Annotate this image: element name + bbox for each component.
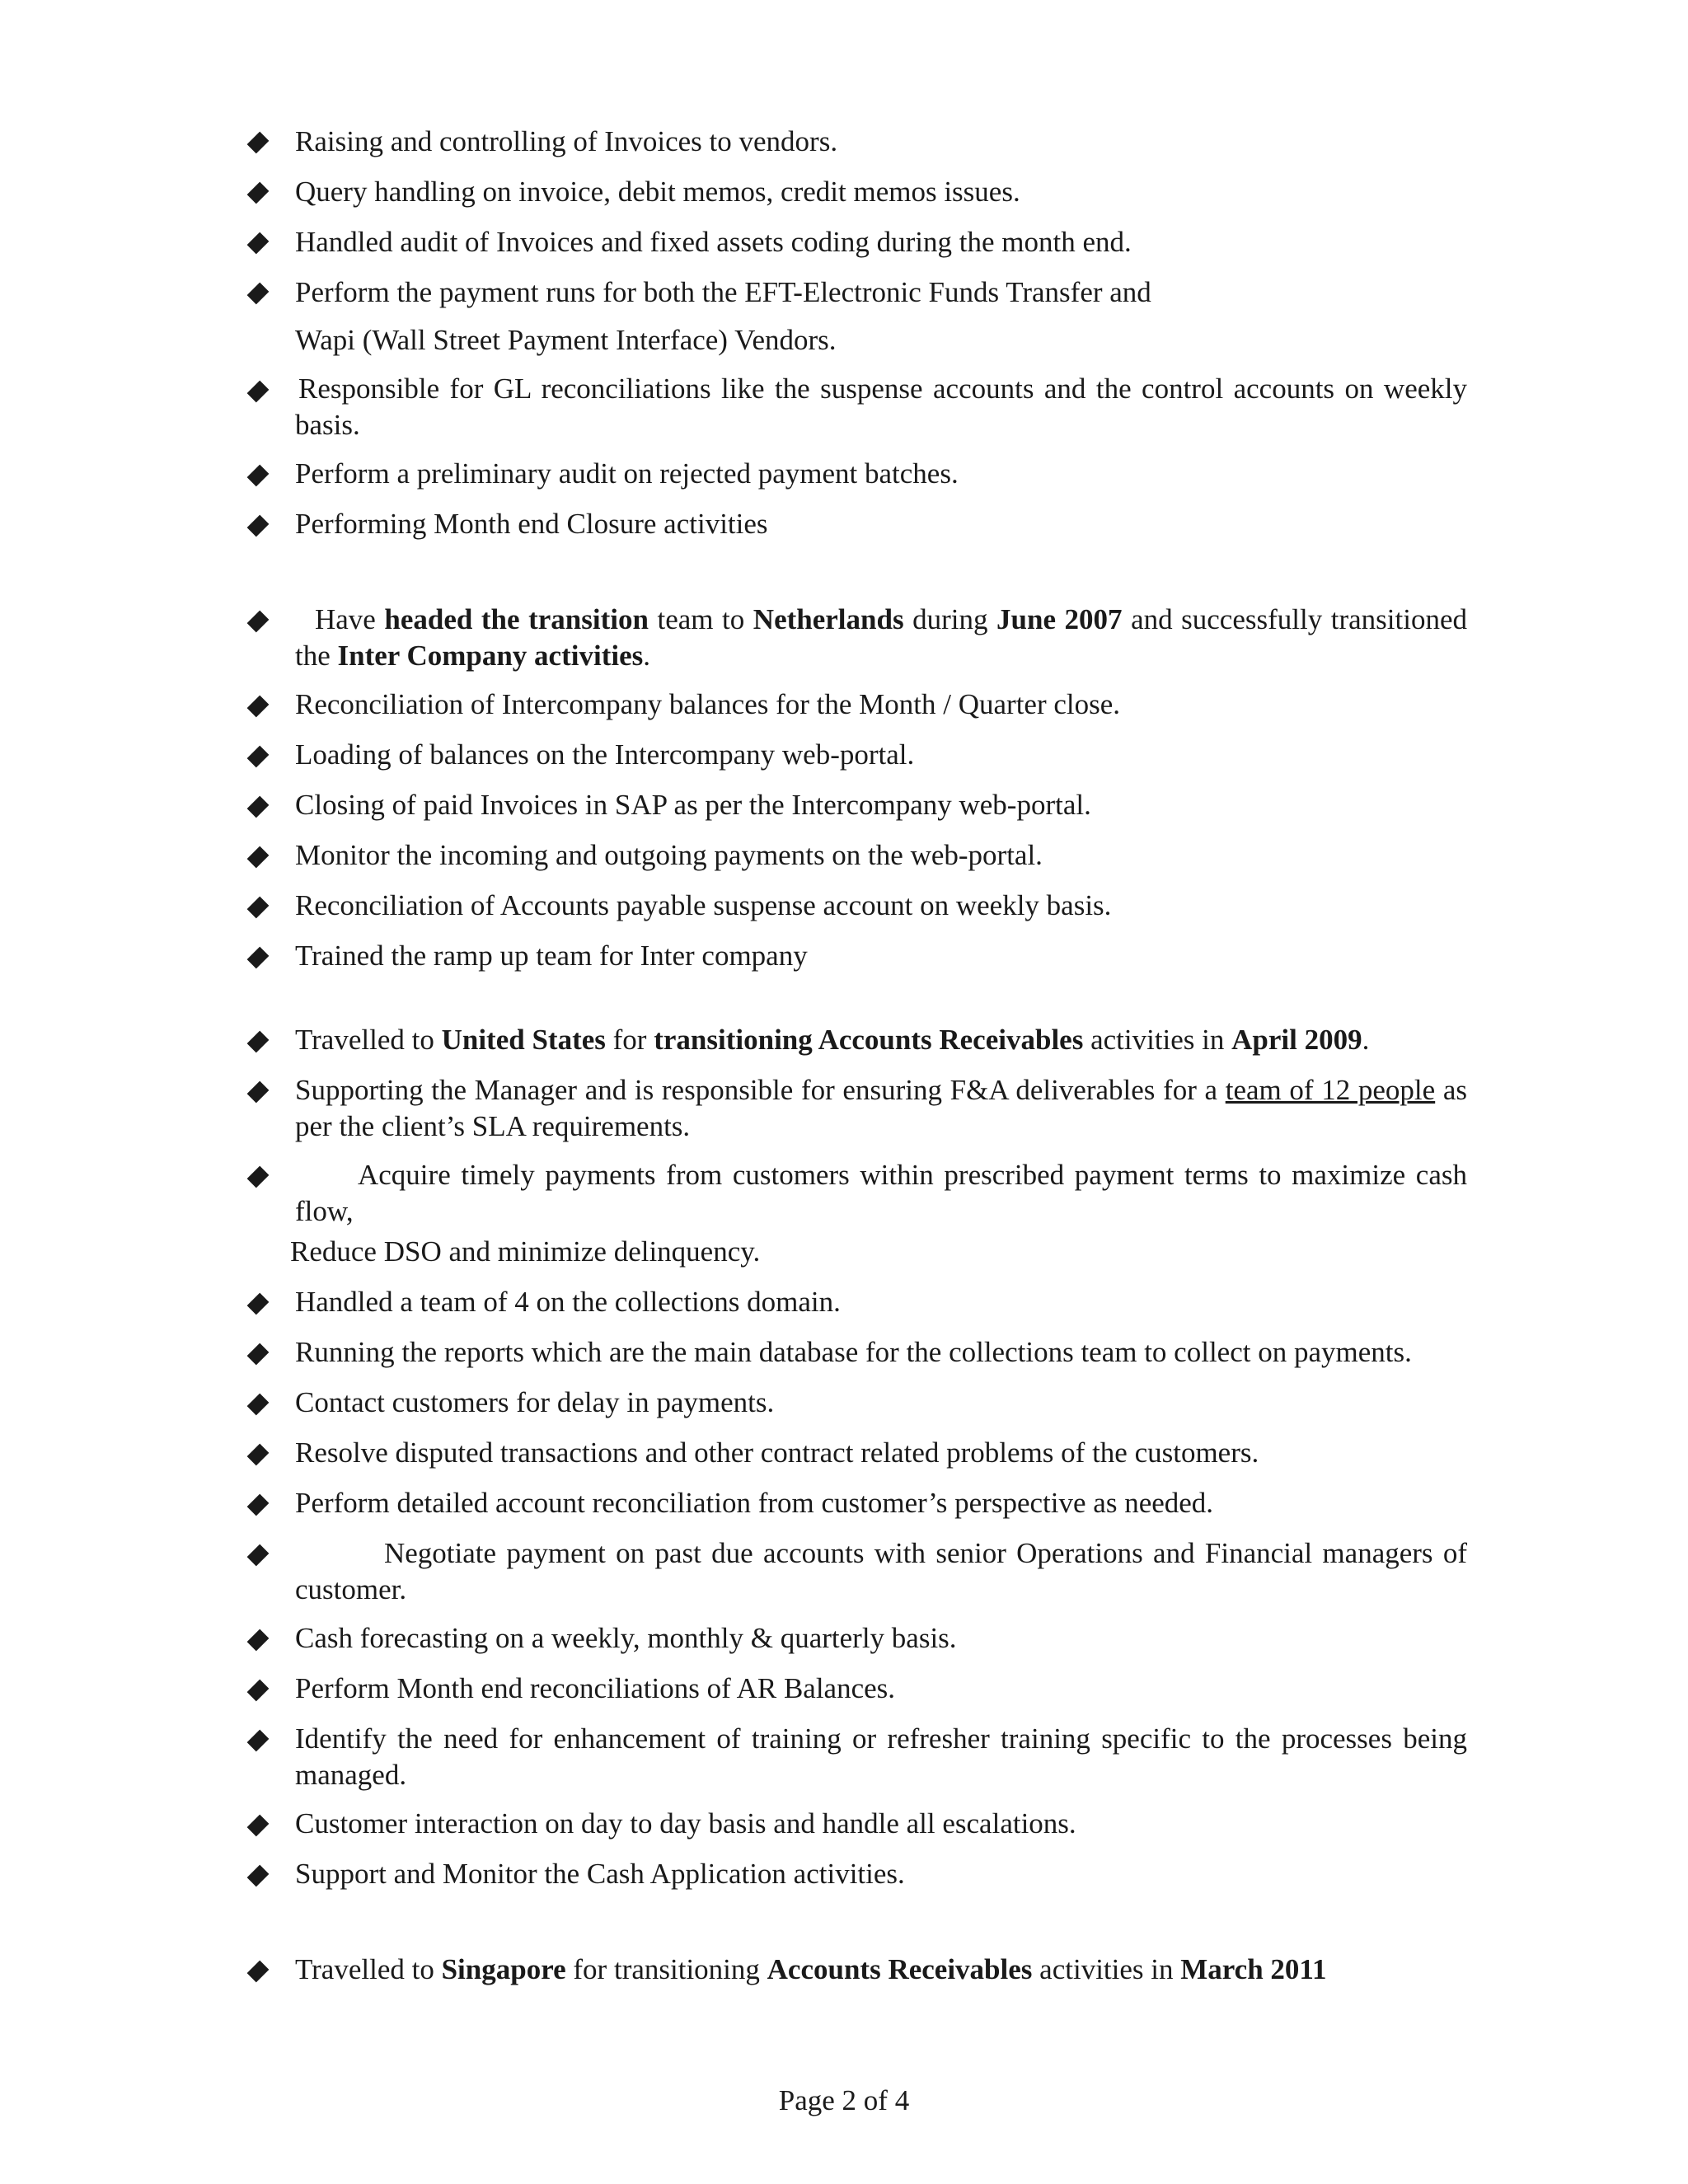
list-item: Handled audit of Invoices and fixed assets coding during the month end.	[295, 226, 1132, 258]
bullet-icon	[247, 132, 270, 154]
bullet-icon	[247, 696, 270, 718]
list-item: Reconciliation of Accounts payable suspense account on weekly basis.	[295, 889, 1112, 921]
bullet-icon	[247, 796, 270, 818]
bullet-icon	[247, 515, 270, 537]
list-item-travel: Travelled to United States for transitioning Accounts Receivables activities in April 2009.	[295, 1024, 1370, 1056]
list-item: Contact customers for delay in payments.	[295, 1386, 775, 1418]
bullet-icon	[247, 1961, 270, 1983]
page-number: Page 2 of 4	[778, 2084, 910, 2116]
bullet-icon	[247, 1031, 270, 1053]
bullet-icon	[247, 1394, 270, 1416]
bullet-icon	[247, 182, 270, 204]
list-item-continuation: Reduce DSO and minimize delinquency.	[290, 1235, 761, 1268]
list-item-continuation: Wapi (Wall Street Payment Interface) Vendors.	[295, 324, 837, 356]
list-item: Acquire timely payments from customers within prescribed payment terms to maximize cash flow,	[295, 1159, 1467, 1227]
list-item: Responsible for GL reconciliations like the suspense accounts and the control accounts on weekly basis.	[295, 373, 1467, 441]
bullet-icon	[247, 746, 270, 768]
bullet-icon	[247, 1730, 270, 1752]
list-item: Cash forecasting on a weekly, monthly & quarterly basis.	[295, 1622, 957, 1654]
list-item: Identify the need for enhancement of training or refresher training specific to the processes being managed.	[295, 1722, 1467, 1791]
list-item: Support and Monitor the Cash Application activities.	[295, 1858, 905, 1890]
bullet-icon	[247, 1444, 270, 1466]
bullet-icon	[247, 1081, 270, 1104]
list-item: Resolve disputed transactions and other contract related problems of the customers.	[295, 1436, 1259, 1469]
list-item: Query handling on invoice, debit memos, credit memos issues.	[295, 176, 1020, 208]
list-item: Performing Month end Closure activities	[295, 508, 768, 540]
bullet-icon	[247, 1680, 270, 1702]
bullet-icon	[247, 381, 270, 403]
bullet-icon	[247, 1629, 270, 1652]
bullet-icon	[247, 1815, 270, 1837]
list-item-singapore: Travelled to Singapore for transitioning Accounts Receivables activities in March 2011	[295, 1953, 1327, 1985]
bullet-icon	[247, 1293, 270, 1315]
list-item: Perform Month end reconciliations of AR Balances.	[295, 1672, 896, 1704]
list-item: Reconciliation of Intercompany balances for the Month / Quarter close.	[295, 688, 1121, 720]
list-item: Running the reports which are the main database for the collections team to collect on payments.	[295, 1336, 1412, 1368]
bullet-icon	[247, 1166, 270, 1188]
bullet-icon	[247, 1544, 270, 1567]
list-item: Raising and controlling of Invoices to vendors.	[295, 125, 838, 157]
bullet-icon	[247, 897, 270, 919]
list-item: Perform detailed account reconciliation from customer’s perspective as needed.	[295, 1487, 1214, 1519]
bullet-icon	[247, 465, 270, 487]
list-item: Loading of balances on the Intercompany web-portal.	[295, 738, 915, 771]
list-item: Customer interaction on day to day basis and handle all escalations.	[295, 1807, 1076, 1840]
list-item: Trained the ramp up team for Inter company	[295, 940, 808, 972]
list-item: Perform a preliminary audit on rejected payment batches.	[295, 457, 959, 490]
bullet-icon	[247, 283, 270, 305]
bullet-icon	[247, 1865, 270, 1887]
list-item-transition: Have headed the transition team to Netherlands during June 2007 and successfully transitioned the Inter Company activities.	[295, 603, 1467, 672]
list-item: Closing of paid Invoices in SAP as per the Intercompany web-portal.	[295, 789, 1091, 821]
list-item: Handled a team of 4 on the collections domain.	[295, 1286, 841, 1318]
bullet-icon	[247, 846, 270, 869]
bullet-icon	[247, 611, 270, 633]
list-item: Perform the payment runs for both the EFT-Electronic Funds Transfer and	[295, 276, 1151, 308]
bullet-icon	[247, 947, 270, 969]
bullet-icon	[247, 1343, 270, 1366]
bullet-icon	[247, 1494, 270, 1516]
list-item-support: Supporting the Manager and is responsible for ensuring F&A deliverables for a team of 12 people as per the client’s SLA requirements.	[295, 1074, 1468, 1142]
list-item: Monitor the incoming and outgoing payments on the web-portal.	[295, 839, 1043, 871]
list-item: Negotiate payment on past due accounts with senior Operations and Financial managers of customer.	[295, 1537, 1467, 1605]
bullet-icon	[247, 232, 270, 255]
